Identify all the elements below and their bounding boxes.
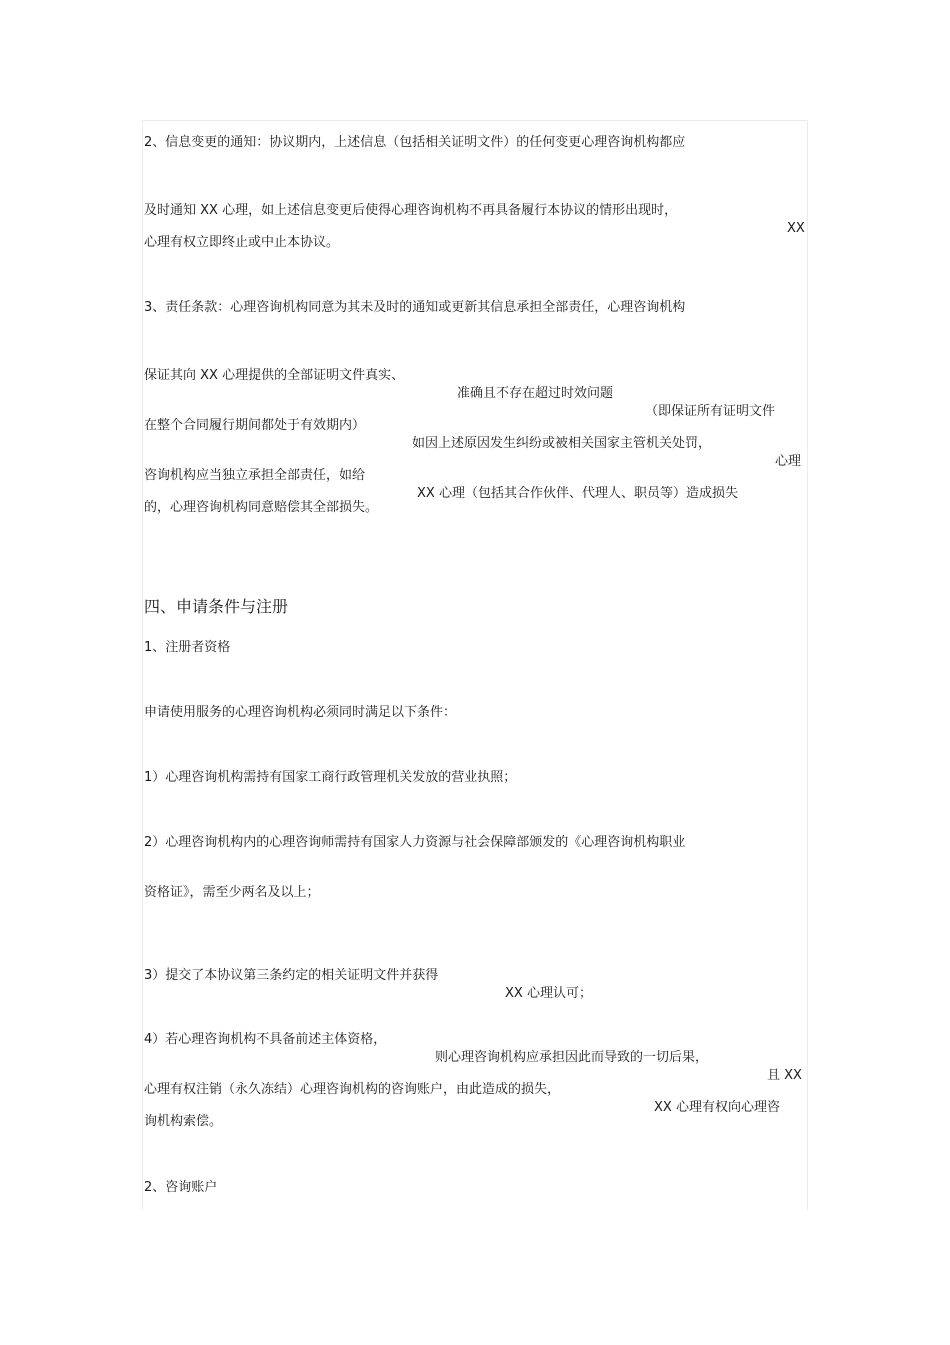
conditions-intro: 申请使用服务的心理咨询机构必须同时满足以下条件： bbox=[144, 705, 457, 720]
condition-item-3-part1: 3）提交了本协议第三条约定的相关证明文件并获得 bbox=[144, 968, 439, 983]
condition-item-4-line2-part2: XX 心理有权向心理咨 bbox=[654, 1100, 780, 1115]
clause2-line1: 2、信息变更的通知：协议期内，上述信息（包括相关证明文件）的任何变更心理咨询机构都应 bbox=[144, 135, 686, 150]
clause3-line2-part3: （即保证所有证明文件 bbox=[645, 404, 776, 419]
condition-item-2-line1: 2）心理咨询机构内的心理咨询师需持有国家人力资源与社会保障部颁发的《心理咨询机构职业 bbox=[144, 835, 686, 850]
clause2-line2-text: 及时通知 XX 心理，如上述信息变更后使得心理咨询机构不再具备履行本协议的情形出现时， bbox=[144, 203, 678, 218]
clause2-line2-xx: XX bbox=[787, 221, 805, 236]
condition-item-2-line2: 资格证》，需至少两名及以上； bbox=[144, 885, 320, 900]
clause2-line3: 心理有权立即终止或中止本协议。 bbox=[144, 235, 340, 250]
condition-item-4-line1-part3: 且 XX bbox=[767, 1068, 802, 1083]
clause3-line1: 3、责任条款：心理咨询机构同意为其未及时的通知或更新其信息承担全部责任，心理咨询机构 bbox=[144, 300, 686, 315]
condition-item-4-line2 bbox=[144, 1063, 808, 1117]
condition-item-4-line3: 询机构索偿。 bbox=[144, 1114, 223, 1129]
condition-item-1: 1）心理咨询机构需持有国家工商行政管理机关发放的营业执照； bbox=[144, 770, 517, 785]
clause3-line3-part1: 在整个合同履行期间都处于有效期内） bbox=[144, 418, 366, 433]
clause3-line4-part1: 咨询机构应当独立承担全部责任，如给 bbox=[144, 468, 366, 483]
condition-item-4-line2-part1: 心理有权注销（永久冻结）心理咨询机构的咨询账户，由此造成的损失， bbox=[144, 1082, 561, 1097]
clause3-line2-part2: 准确且不存在超过时效问题 bbox=[457, 386, 614, 401]
condition-item-4-line1-part2: 则心理咨询机构应承担因此而导致的一切后果， bbox=[435, 1050, 709, 1065]
clause3-line2-part1: 保证其向 XX 心理提供的全部证明文件真实、 bbox=[144, 368, 405, 383]
clause2-line2 bbox=[144, 184, 808, 238]
clause3-line3-part2: 如因上述原因发生纠纷或被相关国家主管机关处罚， bbox=[412, 436, 712, 451]
clause3-line4 bbox=[144, 449, 808, 503]
condition-item-4-line1-part1: 4）若心理咨询机构不具备前述主体资格， bbox=[144, 1032, 387, 1047]
condition-item-3-part2: XX 心理认可； bbox=[505, 986, 592, 1001]
subsection-2-title: 2、咨询账户 bbox=[144, 1180, 218, 1195]
clause3-line5: 的，心理咨询机构同意赔偿其全部损失。 bbox=[144, 500, 379, 515]
section-heading: 四、申请条件与注册 bbox=[144, 597, 289, 616]
clause3-line3-part3: 心理 bbox=[775, 454, 802, 469]
condition-item-3 bbox=[144, 949, 808, 1003]
subsection-1-title: 1、注册者资格 bbox=[144, 640, 231, 655]
clause3-line4-part2: XX 心理（包括其合作伙伴、代理人、职员等）造成损失 bbox=[417, 486, 738, 501]
